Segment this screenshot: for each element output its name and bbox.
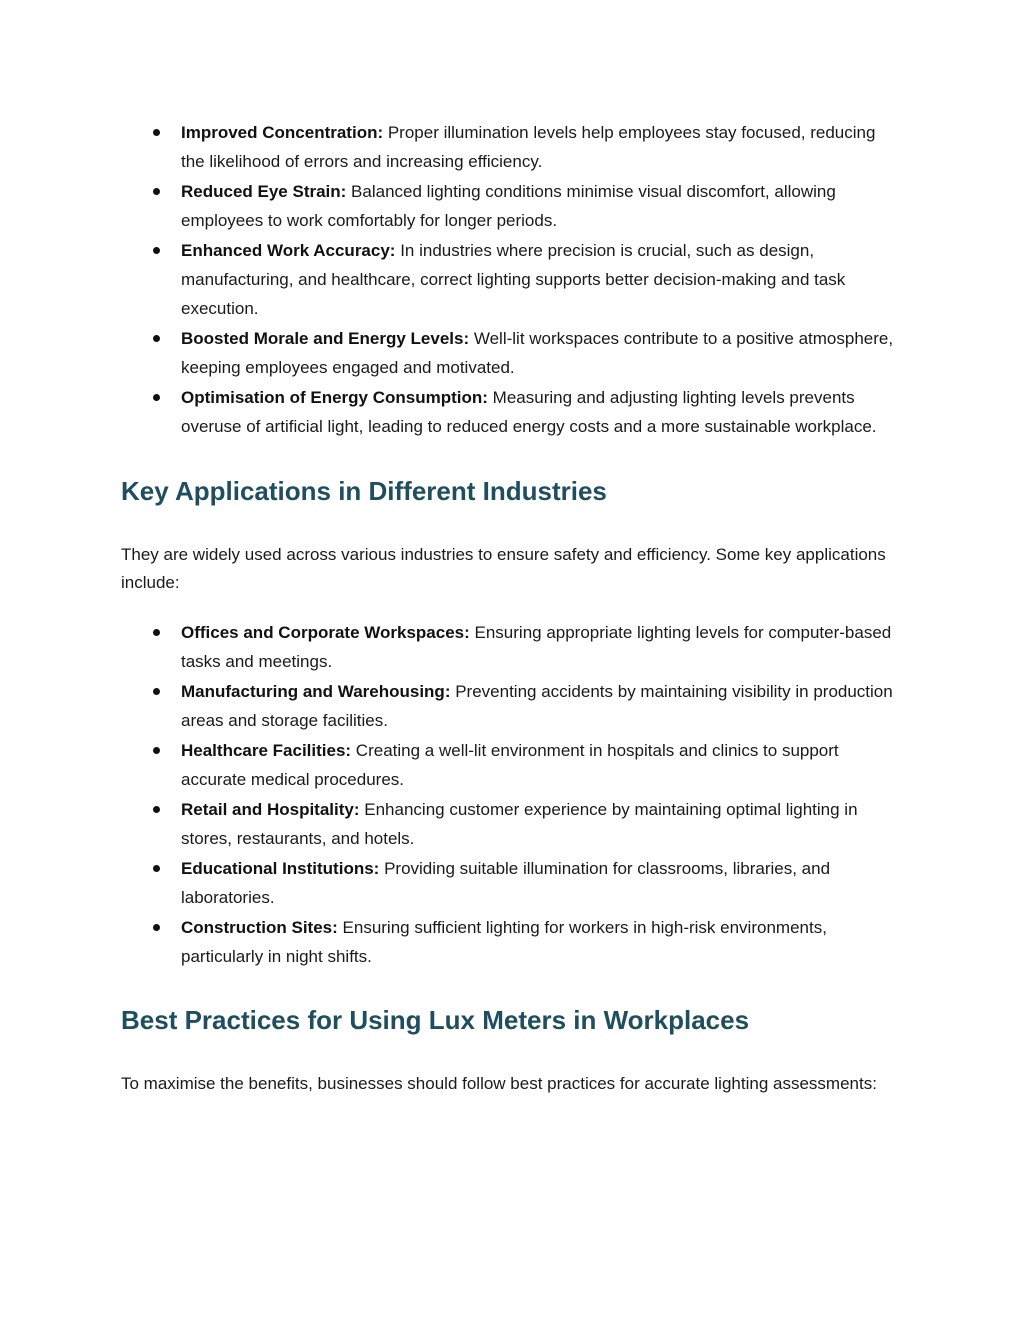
list-item — [121, 236, 901, 323]
bullet-icon — [153, 188, 160, 195]
list-item-text: Preventing accidents by maintaining visibility in production areas and storage facilities. — [181, 682, 893, 730]
list-item-text: Creating a well-lit environment in hospitals and clinics to support accurate medical procedures. — [181, 741, 839, 789]
list-item — [121, 383, 901, 441]
bullet-icon — [153, 688, 160, 695]
list-item-term: Offices and Corporate Workspaces: — [181, 623, 470, 642]
list-item-term: Educational Institutions: — [181, 859, 380, 878]
list-item — [121, 677, 901, 735]
list-item-text: Proper illumination levels help employees stay focused, reducing the likelihood of errors and increasing efficiency. — [181, 123, 876, 171]
bullet-icon — [153, 865, 160, 872]
section-intro-key-applications: They are widely used across various industries to ensure safety and efficiency. Some key applications include: — [121, 545, 886, 592]
list-item-text: Balanced lighting conditions minimise visual discomfort, allowing employees to work comfortably for longer periods. — [181, 182, 836, 230]
list-item-text: Providing suitable illumination for classrooms, libraries, and laboratories. — [181, 859, 831, 907]
bullet-icon — [153, 129, 160, 136]
bullet-icon — [153, 806, 160, 813]
list-item-term: Manufacturing and Warehousing: — [181, 682, 451, 701]
list-item-text: Ensuring appropriate lighting levels for computer-based tasks and meetings. — [181, 623, 892, 671]
applications-list — [121, 618, 901, 971]
list-item — [121, 795, 901, 853]
list-item-term: Healthcare Facilities: — [181, 741, 352, 760]
section-heading-best-practices: Best Practices for Using Lux Meters in Workplaces — [121, 1005, 750, 1035]
section-heading-key-applications: Key Applications in Different Industries — [121, 476, 607, 506]
list-item-text: Ensuring sufficient lighting for workers in high-risk environments, particularly in night shifts. — [181, 918, 827, 966]
list-item-term: Optimisation of Energy Consumption: — [181, 388, 488, 407]
list-item-term: Enhanced Work Accuracy: — [181, 241, 396, 260]
bullet-icon — [153, 747, 160, 754]
bullet-icon — [153, 247, 160, 254]
list-item-term: Construction Sites: — [181, 918, 338, 937]
benefits-list — [121, 118, 901, 441]
page-content — [121, 118, 901, 1098]
section-intro-best-practices: To maximise the benefits, businesses should follow best practices for accurate lighting assessments: — [121, 1074, 877, 1093]
list-item — [121, 913, 901, 971]
list-item-term: Improved Concentration: — [181, 123, 384, 142]
bullet-icon — [153, 924, 160, 931]
list-item — [121, 854, 901, 912]
list-item-text: In industries where precision is crucial, such as design, manufacturing, and healthcare, correct lighting supports better decision-making and task execution. — [181, 241, 846, 318]
bullet-icon — [153, 335, 160, 342]
list-item-text: Measuring and adjusting lighting levels prevents overuse of artificial light, leading to reduced energy costs and a more sustainable workplace. — [181, 388, 877, 436]
list-item — [121, 618, 901, 676]
bullet-icon — [153, 629, 160, 636]
list-item — [121, 118, 901, 176]
list-item-term: Reduced Eye Strain: — [181, 182, 347, 201]
list-item — [121, 324, 901, 382]
list-item-term: Retail and Hospitality: — [181, 800, 360, 819]
list-item-term: Boosted Morale and Energy Levels: — [181, 329, 470, 348]
bullet-icon — [153, 394, 160, 401]
list-item — [121, 736, 901, 794]
list-item-text: Enhancing customer experience by maintaining optimal lighting in stores, restaurants, and hotels. — [181, 800, 858, 848]
list-item-text: Well-lit workspaces contribute to a positive atmosphere, keeping employees engaged and motivated. — [181, 329, 894, 377]
list-item — [121, 177, 901, 235]
